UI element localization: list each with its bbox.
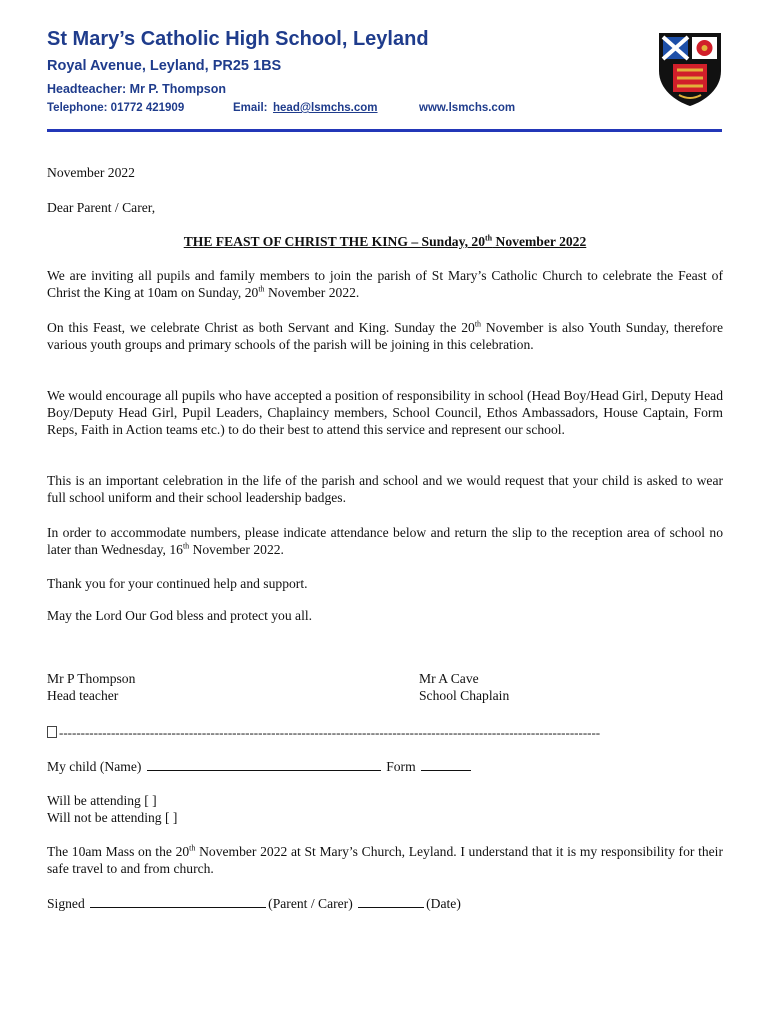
signature-field[interactable] bbox=[90, 895, 266, 908]
headteacher-line: Headteacher: Mr P. Thompson bbox=[47, 82, 226, 96]
signed-label: Signed bbox=[47, 896, 85, 911]
child-name-row bbox=[47, 758, 473, 775]
paragraph-feast: On this Feast, we celebrate Christ as both Servant and King. Sunday the 20th November is also Youth Sunday, therefore various youth groups and primary schools of the parish will be joining in this celebration. bbox=[47, 319, 723, 352]
website: www.lsmchs.com bbox=[419, 102, 516, 114]
form-label: Form bbox=[386, 759, 416, 774]
date-field[interactable] bbox=[358, 895, 424, 908]
email-link[interactable]: head@lsmchs.com bbox=[273, 102, 378, 114]
telephone: Telephone: 01772 421909 bbox=[47, 102, 185, 114]
blessing-line: May the Lord Our God bless and protect you all. bbox=[47, 608, 313, 623]
school-crest-logo bbox=[657, 31, 723, 107]
paragraph-uniform: This is an important celebration in the life of the parish and school and we would request that your child is asked to wear full school uniform and their school leadership badges. bbox=[47, 473, 723, 505]
attending-option[interactable]: Will be attending [ ] bbox=[47, 793, 157, 808]
signatory-head-role: Head teacher bbox=[47, 688, 119, 703]
signatory-chaplain-role: School Chaplain bbox=[419, 688, 510, 703]
header-divider bbox=[47, 129, 722, 132]
school-name: St Mary’s Catholic High School, Leyland bbox=[47, 28, 429, 50]
school-address: Royal Avenue, Leyland, PR25 1BS bbox=[47, 58, 282, 74]
letter-date: November 2022 bbox=[47, 165, 135, 180]
paragraph-responsibility: We would encourage all pupils who have accepted a position of responsibility in school (Head Boy/Head Girl, Deputy Head Boy/Deputy Head Girl, Pupil Leaders, Chaplaincy members, School Council, Ethos Ambassadors, House Captain, Form Reps, Faith in Action teams etc.) to do their best to attend this service and represent our school. bbox=[47, 388, 723, 437]
scissors-icon bbox=[47, 726, 57, 738]
slip-statement: The 10am Mass on the 20th November 2022 at St Mary’s Church, Leyland. I understand that it is my responsibility for their safe travel to and from church. bbox=[47, 843, 723, 876]
not-attending-option[interactable]: Will not be attending [ ] bbox=[47, 810, 178, 825]
child-name-label: My child (Name) bbox=[47, 759, 142, 774]
cut-line: ----------------------------------------------------------------------------------------------------------------------------- bbox=[47, 725, 723, 741]
paragraph-invitation: We are inviting all pupils and family members to join the parish of St Mary’s Catholic Church to celebrate the Feast of Christ the King at 10am on Sunday, 20th November 2022. bbox=[47, 268, 723, 300]
form-field[interactable] bbox=[421, 758, 471, 771]
email-label: Email: bbox=[233, 102, 268, 114]
signature-row bbox=[47, 895, 461, 912]
paragraph-attendance: In order to accommodate numbers, please indicate attendance below and return the slip to the reception area of school no later than Wednesday, 16th November 2022. bbox=[47, 525, 723, 557]
salutation: Dear Parent / Carer, bbox=[47, 200, 156, 215]
letter-heading: THE FEAST OF CHRIST THE KING – Sunday, 20th November 2022 bbox=[183, 233, 587, 249]
child-name-field[interactable] bbox=[147, 758, 381, 771]
parent-carer-label: (Parent / Carer) bbox=[268, 896, 353, 911]
date-label: (Date) bbox=[426, 896, 461, 911]
thanks-line: Thank you for your continued help and support. bbox=[47, 576, 308, 591]
signatory-chaplain-name: Mr A Cave bbox=[419, 671, 479, 686]
signatory-head-name: Mr P Thompson bbox=[47, 671, 136, 686]
